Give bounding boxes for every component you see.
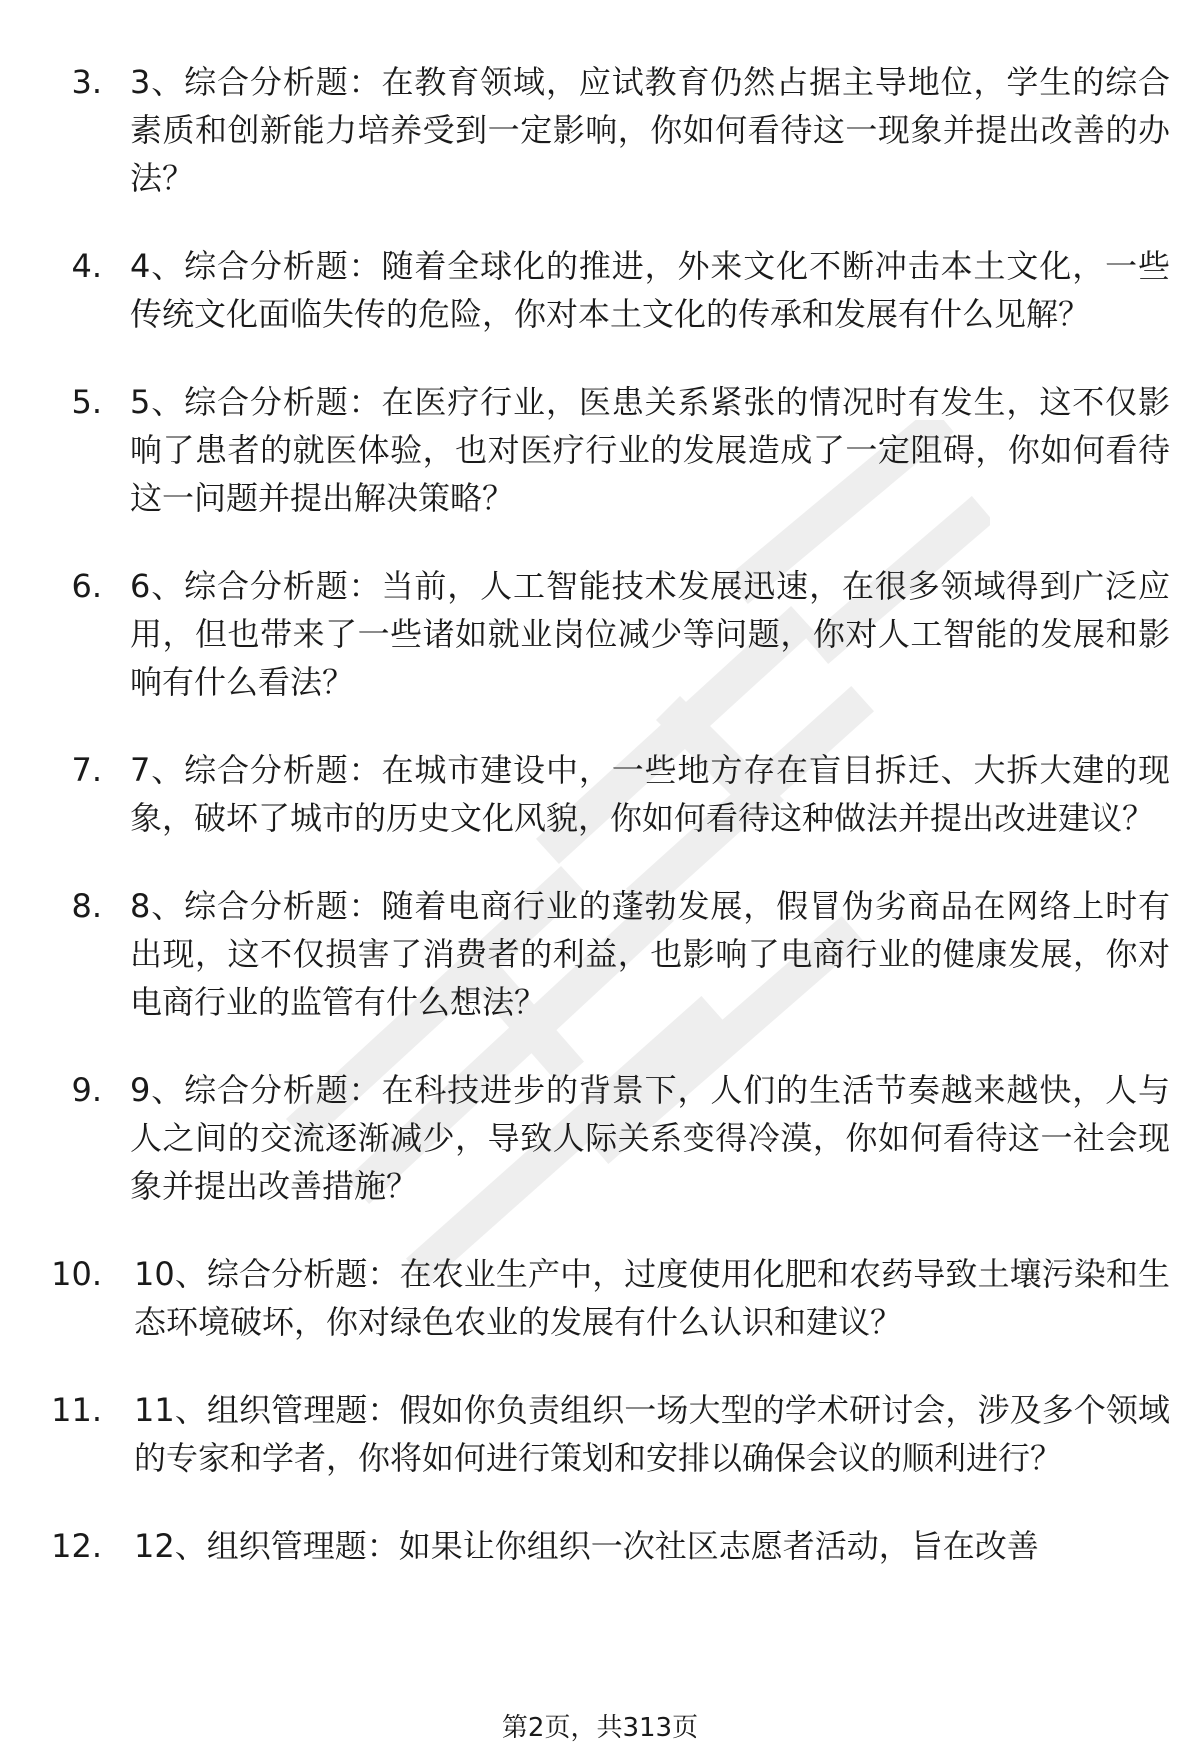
question-text: 9、综合分析题：在科技进步的背景下，人们的生活节奏越来越快，人与人之间的交流逐渐减少，导致人际关系变得冷漠，你如何看待这一社会现象并提出改善措施？ <box>130 1071 1170 1205</box>
list-item <box>0 1250 1200 1346</box>
question-number: 8. <box>71 887 102 925</box>
question-list <box>0 58 1200 1610</box>
question-number: 4. <box>71 247 102 285</box>
question-text: 12、组织管理题：如果让你组织一次社区志愿者活动，旨在改善 <box>134 1527 1039 1565</box>
question-number: 10. <box>51 1255 102 1293</box>
question-text: 7、综合分析题：在城市建设中，一些地方存在盲目拆迁、大拆大建的现象，破坏了城市的历史文化风貌，你如何看待这种做法并提出改进建议？ <box>130 751 1170 837</box>
question-number: 5. <box>71 383 102 421</box>
question-text: 8、综合分析题：随着电商行业的蓬勃发展，假冒伪劣商品在网络上时有出现，这不仅损害了消费者的利益，也影响了电商行业的健康发展，你对电商行业的监管有什么想法？ <box>130 887 1170 1021</box>
page-footer: 第2页，共313页 <box>501 1713 699 1743</box>
list-item <box>0 58 1200 202</box>
question-number: 9. <box>71 1071 102 1109</box>
question-text: 3、综合分析题：在教育领域，应试教育仍然占据主导地位，学生的综合素质和创新能力培养受到一定影响，你如何看待这一现象并提出改善的办法？ <box>130 63 1170 197</box>
list-item <box>0 378 1200 522</box>
question-text: 11、组织管理题：假如你负责组织一场大型的学术研讨会，涉及多个领域的专家和学者，你将如何进行策划和安排以确保会议的顺利进行？ <box>134 1391 1170 1477</box>
question-text: 10、综合分析题：在农业生产中，过度使用化肥和农药导致土壤污染和生态环境破坏，你对绿色农业的发展有什么认识和建议？ <box>134 1255 1170 1341</box>
list-item <box>0 1522 1200 1570</box>
list-item <box>0 242 1200 338</box>
question-number: 6. <box>71 567 102 605</box>
list-item <box>0 746 1200 842</box>
question-number: 12. <box>51 1527 102 1565</box>
list-item <box>0 882 1200 1026</box>
question-number: 3. <box>71 63 102 101</box>
question-text: 5、综合分析题：在医疗行业，医患关系紧张的情况时有发生，这不仅影响了患者的就医体验，也对医疗行业的发展造成了一定阻碍，你如何看待这一问题并提出解决策略？ <box>130 383 1170 517</box>
question-text: 4、综合分析题：随着全球化的推进，外来文化不断冲击本土文化，一些传统文化面临失传的危险，你对本土文化的传承和发展有什么见解？ <box>130 247 1170 333</box>
question-number: 7. <box>71 751 102 789</box>
list-item <box>0 562 1200 706</box>
list-item <box>0 1386 1200 1482</box>
list-item <box>0 1066 1200 1210</box>
question-number: 11. <box>51 1391 102 1429</box>
question-text: 6、综合分析题：当前，人工智能技术发展迅速，在很多领域得到广泛应用，但也带来了一些诸如就业岗位减少等问题，你对人工智能的发展和影响有什么看法？ <box>130 567 1170 701</box>
